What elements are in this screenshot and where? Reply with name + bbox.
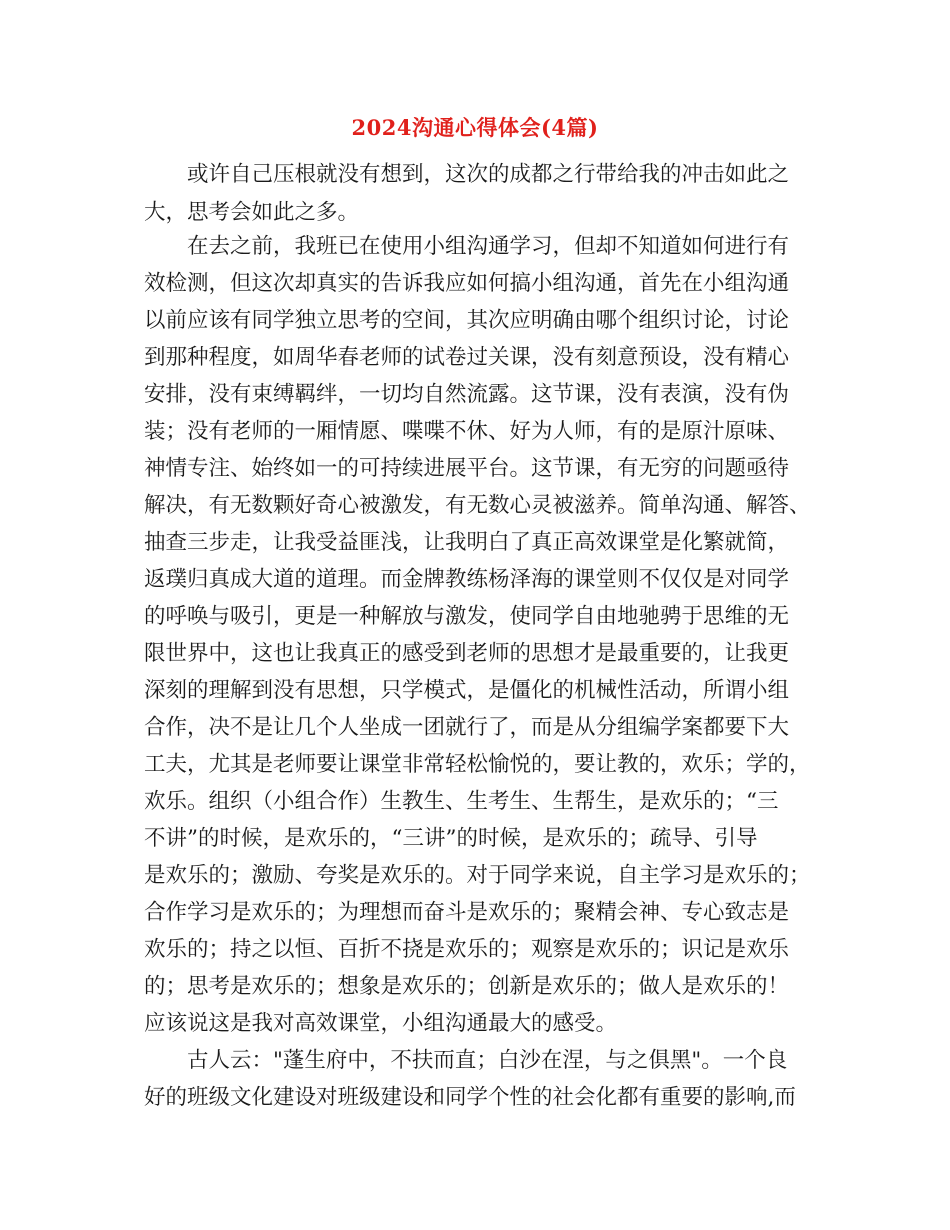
text-line: 应该说这是我对高效课堂，小组沟通最大的感受。: [144, 1011, 618, 1036]
text-line: 工夫，尤其是老师要让课堂非常轻松愉悦的，要让教的，欢乐；学的，: [144, 752, 811, 777]
text-line: 返璞归真成大道的道理。而金牌教练杨泽海的课堂则不仅仅是对同学: [144, 567, 790, 592]
text-line: 合作学习是欢乐的；为理想而奋斗是欢乐的；聚精会神、专心致志是: [144, 900, 790, 925]
text-line: 是欢乐的；激励、夸奖是欢乐的。对于同学来说，自主学习是欢乐的；: [144, 863, 811, 888]
text-line: 装；没有老师的一厢情愿、喋喋不休、好为人师，有的是原汁原味、: [144, 419, 790, 444]
text-line: 深刻的理解到没有思想，只学模式，是僵化的机械性活动，所谓小组: [144, 678, 790, 703]
text-line: 安排，没有束缚羁绊，一切均自然流露。这节课，没有表演，没有伪: [144, 382, 790, 407]
text-line: 欢乐的；持之以恒、百折不挠是欢乐的；观察是欢乐的；识记是欢乐: [144, 937, 790, 962]
text-line: 限世界中，这也让我真正的感受到老师的思想才是最重要的，让我更: [144, 641, 790, 666]
text-line: 或许自己压根就没有想到，这次的成都之行带给我的冲击如此之: [187, 162, 790, 187]
text-line: 抽查三步走，让我受益匪浅，让我明白了真正高效课堂是化繁就简，: [144, 530, 790, 555]
text-line: 在去之前，我班已在使用小组沟通学习，但却不知道如何进行有: [187, 234, 790, 259]
text-line: 大，思考会如此之多。: [144, 200, 360, 225]
text-line: 欢乐。组织（小组合作）生教生、生考生、生帮生，是欢乐的；“三: [144, 789, 779, 814]
text-line: 以前应该有同学独立思考的空间，其次应明确由哪个组织讨论，讨论: [144, 308, 790, 333]
text-line: 到那种程度，如周华春老师的试卷过关课，没有刻意预设，没有精心: [144, 345, 790, 370]
text-line: 好的班级文化建设对班级建设和同学个性的社会化都有重要的影响,而: [144, 1085, 796, 1110]
text-line: 的呼唤与吸引，更是一种解放与激发，使同学自由地驰骋于思维的无: [144, 604, 790, 629]
document-title: 2024沟通心得体会(4篇): [351, 115, 599, 140]
text-line: 合作，决不是让几个人坐成一团就行了，而是从分组编学案都要下大: [144, 715, 790, 740]
text-line: 不讲”的时候，是欢乐的，“三讲”的时候，是欢乐的；疏导、引导: [144, 826, 758, 851]
text-line: 神情专注、始终如一的可持续进展平台。这节课，有无穷的问题亟待: [144, 456, 790, 481]
text-line: 古人云："蓬生府中，不扶而直；白沙在涅，与之俱黑"。一个良: [187, 1048, 788, 1073]
text-line: 效检测，但这次却真实的告诉我应如何搞小组沟通，首先在小组沟通: [144, 271, 790, 296]
text-line: 的；思考是欢乐的；想象是欢乐的；创新是欢乐的；做人是欢乐的！: [144, 974, 790, 999]
text-line: 解决，有无数颗好奇心被激发，有无数心灵被滋养。简单沟通、解答、: [144, 493, 811, 518]
